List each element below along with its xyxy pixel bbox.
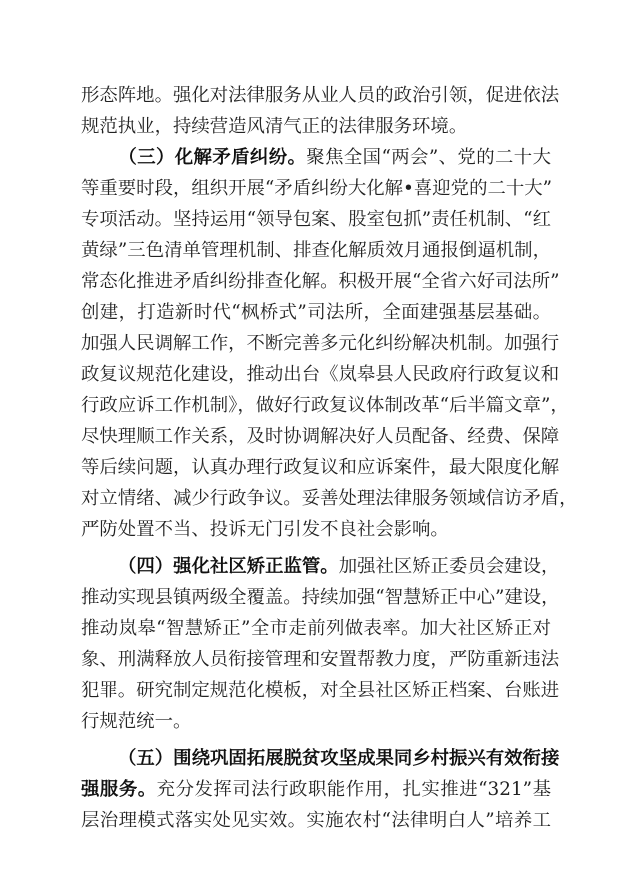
text-line: 常态化推进矛盾纠纷排查化解。积极开展“全省六好司法所” — [81, 271, 560, 292]
text-line: （四）强化社区矫正监管。加强社区矫正委员会建设， — [118, 556, 560, 577]
section-heading: （四）强化社区矫正监管。 — [118, 556, 339, 577]
text-line: 推动实现县镇两级全覆盖。持续加强“智慧矫正中心”建设， — [81, 587, 560, 608]
section-heading-continued: 强服务。 — [81, 779, 157, 800]
text-line: 创建，打造新时代“枫桥式”司法所，全面建强基层基础。 — [81, 302, 551, 323]
text-line: 规范执业，持续营造风清气正的法律服务环境。 — [81, 116, 468, 137]
text-line: 政复议规范化建设，推动出台《岚皋县人民政府行政复议和 — [81, 364, 560, 385]
text-line: 尽快理顺工作关系，及时协调解决好人员配备、经费、保障 — [81, 426, 560, 447]
text-line: 形态阵地。强化对法律服务从业人员的政治引领，促进依法 — [81, 85, 560, 106]
document-body — [81, 80, 578, 836]
text-line: 层治理模式落实处见实效。实施农村“法律明白人”培养工 — [81, 810, 551, 831]
text-line: 强服务。充分发挥司法行政职能作用，扎实推进“321”基 — [81, 779, 551, 800]
text-line: 黄绿”三色清单管理机制、排查化解质效月通报倒逼机制， — [81, 240, 551, 261]
text-line: 犯罪。研究制定规范化模板，对全县社区矫正档案、台账进 — [81, 680, 560, 701]
text-line: 等后续问题，认真办理行政复议和应诉案件，最大限度化解 — [81, 457, 560, 478]
paragraph-rural-revitalization — [81, 743, 560, 836]
text-line: 严防处置不当、投诉无门引发不良社会影响。 — [81, 519, 449, 540]
section-heading: （五）围绕巩固拓展脱贫攻坚成果同乡村振兴有效衔接 — [118, 748, 560, 769]
paragraph-resolve-disputes — [81, 142, 578, 545]
text-line: 象、刑满释放人员衔接管理和安置帮教力度，严防重新违法 — [81, 649, 560, 670]
text-line: 推动岚皋“智慧矫正”全市走前列做表率。加大社区矫正对 — [81, 618, 551, 639]
text-line — [81, 743, 560, 774]
text-line: 行政应诉工作机制》，做好行政复议体制改革“后半篇文章”， — [81, 395, 569, 416]
text-line: 对立情绪、减少行政争议。妥善处理法律服务领域信访矛盾， — [81, 488, 578, 509]
text-line: （三）化解矛盾纠纷。聚焦全国“两会”、党的二十大 — [118, 147, 551, 168]
paragraph-continuation — [81, 80, 560, 142]
text-line: 加强人民调解工作，不断完善多元化纠纷解决机制。加强行 — [81, 333, 560, 354]
text-line: 等重要时段，组织开展“矛盾纠纷大化解•喜迎党的二十大” — [81, 178, 553, 199]
section-heading: （三）化解矛盾纠纷。 — [118, 147, 307, 168]
text-line: 行规范统一。 — [81, 711, 192, 732]
text-line: 专项活动。坚持运用“领导包案、股室包抓”责任机制、“红 — [81, 209, 551, 230]
paragraph-community-correction — [81, 551, 560, 737]
